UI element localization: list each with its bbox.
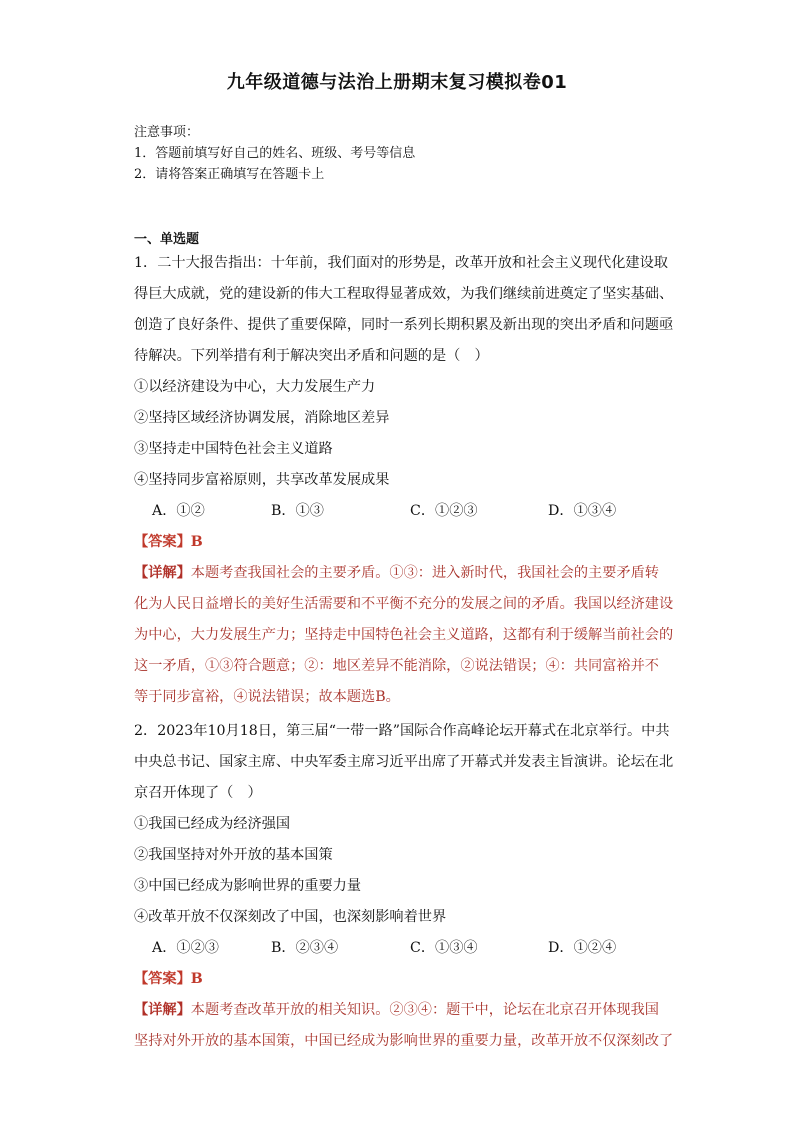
question-2 [134,716,674,1057]
detail-line: 这一矛盾，①③符合题意；②：地区差异不能消除，②说法错误；④：共同富裕并不 [134,658,659,674]
question-stem-line: 中央总书记、国家主席、中央军委主席习近平出席了开幕式并发表主旨演讲。论坛在北 [134,754,674,770]
page-title: 九年级道德与法治上册期末复习模拟卷01 [226,72,568,93]
detail-line: 化为人民日益增长的美好生活需要和不平衡不充分的发展之间的矛盾。我国以经济建设 [134,596,674,612]
statement: ④改革开放不仅深刻改了中国，也深刻影响着世界 [134,909,447,925]
answer-label: 【答案】 [134,534,191,550]
answer-line [134,527,664,558]
notes-block [134,122,415,185]
option-a: A．①② [152,503,205,519]
statement: ③坚持走中国特色社会主义道路 [134,441,333,457]
question-stem-line: 2．2023年10月18日，第三届“一带一路”国际合作高峰论坛开幕式在北京举行。中共 [134,723,670,739]
detail-text: 本题考查改革开放的相关知识。②③④：题干中，论坛在北京召开体现我国 [190,1002,659,1018]
detail-line: 等于同步富裕，④说法错误；故本题选B。 [134,689,400,705]
detail-label: 【详解】 [134,1002,191,1018]
statement: ①以经济建设为中心，大力发展生产力 [134,379,376,395]
question-stem-line: 待解决。下列举措有利于解决突出矛盾和问题的是（ ） [134,348,489,364]
detail-block [134,995,674,1057]
section-heading: 一、单选题 [134,232,200,247]
question-1 [134,248,674,713]
statement: ③中国已经成为影响世界的重要力量 [134,878,362,894]
question-stem-line: 得巨大成就，党的建设新的伟大工程取得显著成效，为我们继续前进奠定了坚实基础、 [134,286,674,302]
option-c: C．①③④ [410,940,478,956]
question-stem-line: 京召开体现了（ ） [134,785,262,801]
answer-value: B [190,534,203,550]
option-b: B．①③ [271,503,324,519]
option-d: D．①③④ [548,503,617,519]
answer-line [134,964,664,995]
question-stem-line: 1．二十大报告指出：十年前，我们面对的形势是，改革开放和社会主义现代化建设取 [134,255,668,271]
notes-heading: 注意事项： [134,125,200,140]
options-row [134,496,664,527]
statement: ④坚持同步富裕原则，共享改革发展成果 [134,472,390,488]
option-a: A．①②③ [152,940,219,956]
option-b: B．②③④ [271,940,339,956]
notes-item: 1．答题前填写好自己的姓名、班级、考号等信息 [134,146,416,161]
detail-block [134,558,674,713]
options-row [134,933,664,964]
notes-item: 2．请将答案正确填写在答题卡上 [134,167,325,182]
detail-text: 本题考查我国社会的主要矛盾。①③：进入新时代，我国社会的主要矛盾转 [190,565,659,581]
option-c: C．①②③ [410,503,478,519]
option-d: D．①②④ [548,940,617,956]
detail-line [134,995,664,1026]
detail-label: 【详解】 [134,565,191,581]
statement: ②我国坚持对外开放的基本国策 [134,847,333,863]
statement: ①我国已经成为经济强国 [134,816,291,832]
detail-line [134,558,664,589]
detail-line: 坚持对外开放的基本国策，中国已经成为影响世界的重要力量，改革开放不仅深刻改了 [134,1033,674,1049]
statement: ②坚持区域经济协调发展，消除地区差异 [134,410,390,426]
detail-line: 为中心，大力发展生产力；坚持走中国特色社会主义道路，这都有利于缓解当前社会的 [134,627,674,643]
answer-value: B [190,971,203,987]
question-stem-line: 创造了良好条件、提供了重要保障，同时一系列长期积累及新出现的突出矛盾和问题亟 [134,317,674,333]
answer-label: 【答案】 [134,971,191,987]
